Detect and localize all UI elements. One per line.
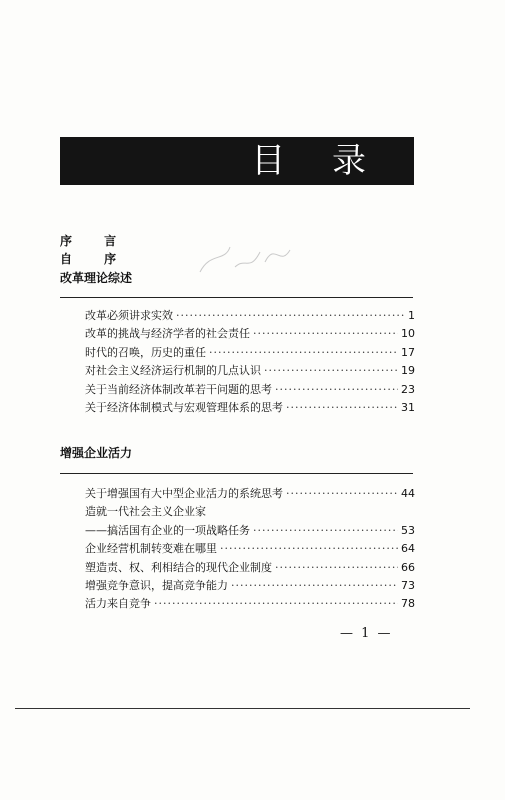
leader-dots: [154, 595, 398, 613]
toc-entry[interactable]: [85, 503, 415, 521]
leader-dots: [286, 399, 398, 417]
leader-dots: [231, 577, 398, 595]
section-rule: [60, 297, 413, 298]
toc-entry-title: 造就一代社会主义企业家: [85, 505, 206, 519]
title-banner: [60, 137, 414, 185]
toc-entry-page: 31: [401, 400, 415, 414]
toc-entry[interactable]: [85, 362, 415, 380]
toc-entry-page: 66: [401, 560, 415, 574]
leader-dots: [264, 362, 398, 380]
toc-entry-title: 对社会主义经济运行机制的几点认识: [85, 364, 261, 378]
bottom-rule: [15, 708, 470, 709]
leader-dots: [253, 325, 398, 343]
leader-dots: [253, 522, 398, 540]
toc-entry[interactable]: [85, 559, 415, 577]
toc-entry-title: 关于当前经济体制改革若干问题的思考: [85, 382, 272, 396]
toc-entry[interactable]: [85, 307, 415, 325]
leader-dots: [275, 559, 398, 577]
toc-entry-subtitle: ——搞活国有企业的一项战略任务: [85, 523, 250, 537]
toc-entry[interactable]: [85, 595, 415, 613]
leader-dots: [176, 307, 405, 325]
toc-entry-title: 企业经营机制转变难在哪里: [85, 542, 217, 556]
leader-dots: [220, 540, 398, 558]
toc-front-preface[interactable]: 序 言: [60, 234, 131, 248]
section-heading-reform-theory[interactable]: 改革理论综述: [60, 271, 133, 285]
toc-entry-title: 活力来自竞争: [85, 597, 151, 611]
toc-entry-page: 78: [401, 597, 415, 611]
toc-entry-page: 10: [401, 327, 415, 341]
toc-entry[interactable]: [85, 399, 415, 417]
section-rule: [60, 473, 413, 474]
toc-entry[interactable]: [85, 577, 415, 595]
toc-entry[interactable]: [85, 325, 415, 343]
leader-dots: [209, 344, 398, 362]
toc-entry-page: 23: [401, 382, 415, 396]
toc-entry-page: 17: [401, 345, 415, 359]
toc-entry-page: 19: [401, 364, 415, 378]
toc-entry-title: 时代的召唤，历史的重任: [85, 345, 206, 359]
toc-entry-page: 64: [401, 542, 415, 556]
toc-list-reform-theory: [85, 307, 415, 417]
toc-entry-title: 关于增强国有大中型企业活力的系统思考: [85, 487, 283, 500]
page-title: 目 录: [251, 141, 384, 181]
toc-entry[interactable]: [85, 344, 415, 362]
toc-entry[interactable]: [85, 522, 415, 540]
faded-stamp-mark: [190, 232, 300, 287]
toc-entry-title: 改革必须讲求实效: [85, 309, 173, 322]
toc-entry-title: 增强竞争意识，提高竞争能力: [85, 578, 228, 592]
leader-dots: [286, 485, 398, 503]
page-number: — 1 —: [340, 626, 393, 641]
toc-entry-page: 44: [401, 487, 415, 500]
leader-dots: [275, 381, 398, 399]
toc-entry-page: 1: [408, 309, 415, 322]
toc-entry-title: 改革的挑战与经济学者的社会责任: [85, 327, 250, 341]
toc-front-author-preface[interactable]: 自 序: [60, 252, 131, 266]
toc-list-enterprise-vitality: [85, 485, 415, 614]
toc-entry[interactable]: [85, 540, 415, 558]
toc-entry-title: 塑造责、权、利相结合的现代企业制度: [85, 560, 272, 574]
toc-entry-page: 53: [401, 523, 415, 537]
toc-entry[interactable]: [85, 381, 415, 399]
toc-entry-title: 关于经济体制模式与宏观管理体系的思考: [85, 400, 283, 414]
toc-entry[interactable]: [85, 485, 415, 503]
section-heading-enterprise-vitality[interactable]: 增强企业活力: [60, 446, 133, 460]
toc-entry-page: 73: [401, 578, 415, 592]
